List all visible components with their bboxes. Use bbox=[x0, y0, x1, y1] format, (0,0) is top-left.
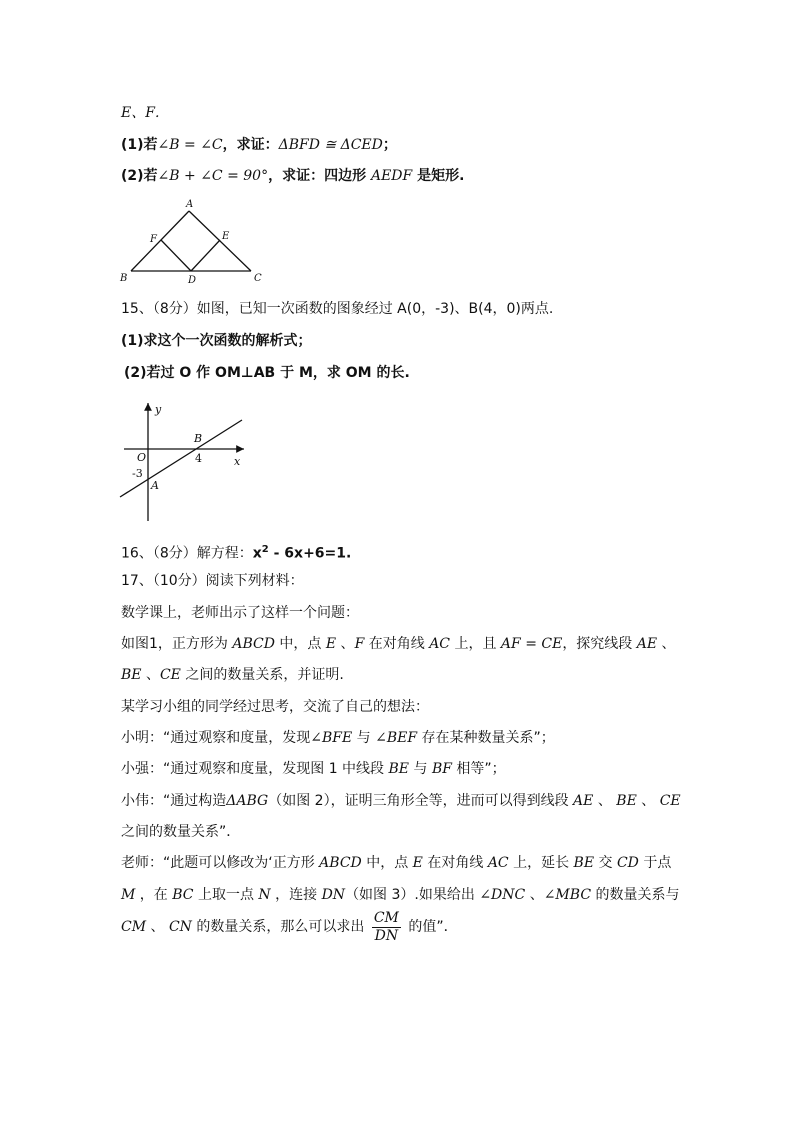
segment-ab bbox=[131, 211, 189, 271]
q17-line8: 之间的数量关系”． bbox=[121, 824, 241, 840]
q17-line1: 数学课上，老师出示了这样一个问题： bbox=[121, 605, 359, 621]
q16-line: 16、（8分）解方程：$x^2 - 6x+6=1$. bbox=[121, 544, 352, 562]
label-o: O bbox=[137, 451, 147, 464]
label-x: x bbox=[234, 455, 241, 468]
q17-stem: 17、（10分）阅读下列材料： bbox=[121, 573, 304, 589]
label-d: D bbox=[188, 275, 197, 286]
label-a: A bbox=[151, 479, 159, 492]
segment-fd bbox=[161, 240, 191, 271]
q17-line10: M ，在 BC 上取一点 N ，连接 DN（如图 3）.如果给出 ∠DNC 、∠MBC 的数量关系与 bbox=[121, 887, 680, 903]
q17-line9: 老师：“此题可以修改为‘正方形 ABCD 中，点 E 在对角线 AC 上，延长 BE 交 CD 于点 bbox=[121, 855, 672, 871]
segment-ac bbox=[189, 211, 251, 271]
q17-line7: 小伟：“通过构造ΔABG（如图 2），证明三角形全等，进而可以得到线段 AE 、 BE 、 CE bbox=[121, 793, 681, 809]
triangle-figure bbox=[110, 196, 270, 288]
label-f: F bbox=[150, 234, 157, 245]
label-neg3: -3 bbox=[132, 467, 143, 480]
label-b: B bbox=[120, 273, 128, 284]
q17-line3: BE 、CE 之间的数量关系，并证明. bbox=[121, 667, 344, 683]
linear-function-figure bbox=[112, 397, 252, 525]
fraction-cm-over-dn: $\frac{CM}{DN}$ bbox=[373, 909, 399, 944]
q17-line4: 某学习小组的同学经过思考，交流了自己的想法： bbox=[121, 699, 429, 715]
label-y: y bbox=[155, 403, 162, 416]
q14-top-text: E、F． bbox=[121, 105, 169, 121]
label-b: B bbox=[194, 432, 203, 445]
label-4: 4 bbox=[195, 452, 202, 465]
q17-line11: CM 、 CN 的数量关系，那么可以求出 $\frac{CM}{DN}$ 的值”． bbox=[121, 909, 458, 944]
q14-part1: (1)若∠B = ∠C，求证：ΔBFD ≅ ΔCED； bbox=[121, 137, 397, 153]
segment-de bbox=[191, 240, 220, 271]
q15-part1: (1)求这个一次函数的解析式； bbox=[121, 333, 312, 349]
label-c: C bbox=[254, 273, 262, 284]
label-e: E bbox=[222, 231, 230, 242]
label-a: A bbox=[186, 199, 194, 210]
q15-part2: (2)若过 O 作 OM⊥AB 于 M，求 OM 的长. bbox=[124, 365, 410, 381]
q17-line6: 小强：“通过观察和度量，发现图 1 中线段 BE 与 BF 相等”； bbox=[121, 761, 506, 777]
q17-line2: 如图1，正方形为 ABCD 中，点 E 、F 在对角线 AC 上，且 AF = CE，探究线段 AE 、 bbox=[121, 636, 676, 652]
q17-line5: 小明：“通过观察和度量，发现∠BFE 与 ∠BEF 存在某种数量关系”； bbox=[121, 730, 555, 746]
q15-stem: 15、（8分）如图，已知一次函数的图象经过 A(0，-3)、B(4，0)两点. bbox=[121, 301, 554, 317]
q14-top-line bbox=[121, 103, 169, 123]
q14-part2: (2)若∠B + ∠C = 90°，求证：四边形 AEDF 是矩形. bbox=[121, 168, 465, 184]
